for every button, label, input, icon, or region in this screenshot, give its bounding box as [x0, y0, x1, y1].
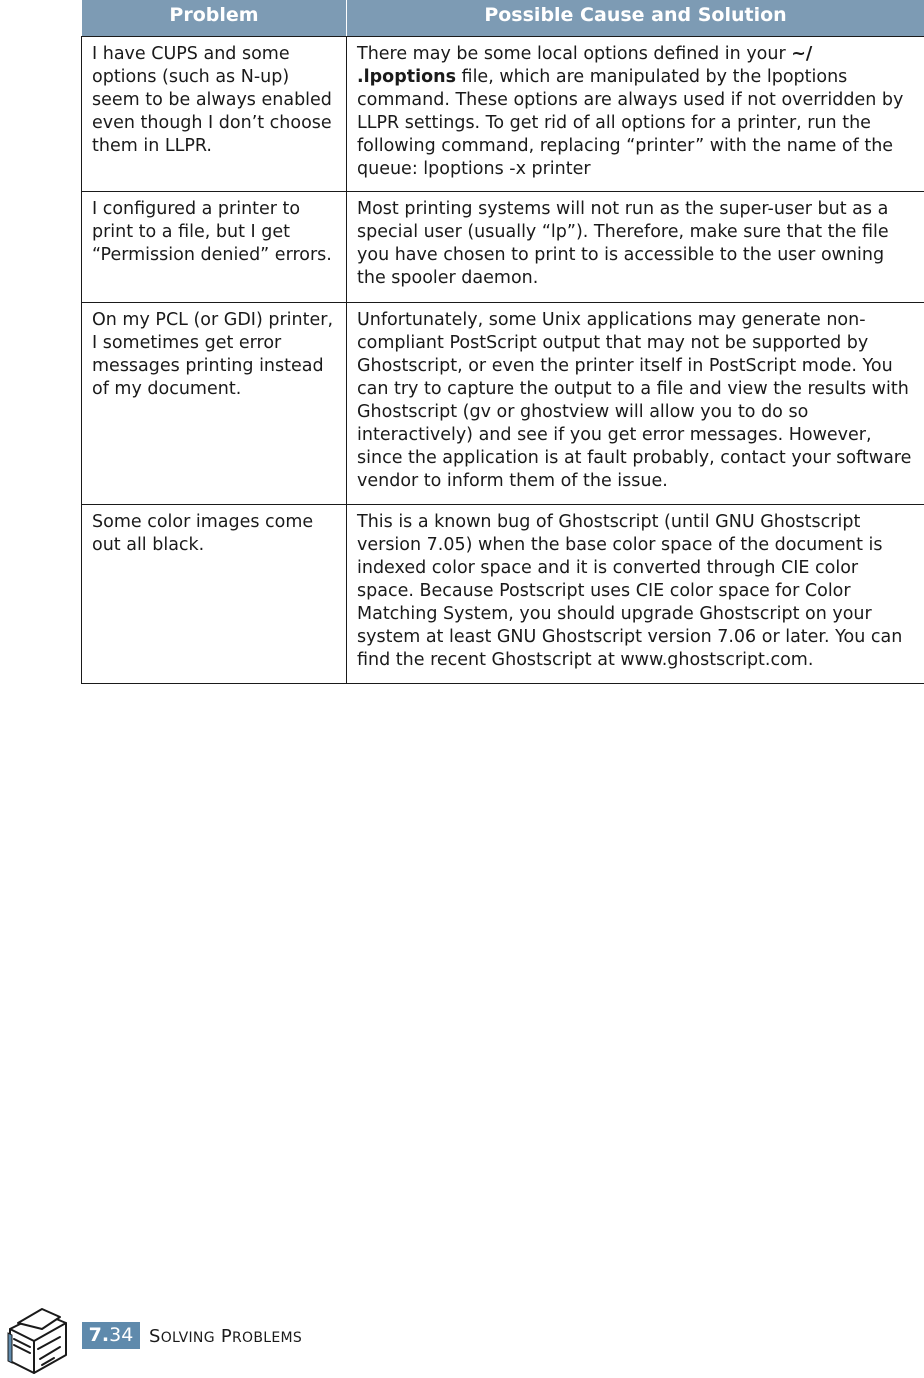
page-number-badge [82, 1322, 140, 1349]
section-initial-s: S [149, 1326, 161, 1347]
troubleshooting-table [81, 0, 924, 684]
problem-cell: Some color images come out all black. [82, 505, 347, 684]
header-solution: Possible Cause and Solution [347, 0, 924, 37]
section-initial-p: P [220, 1326, 233, 1347]
problem-cell: On my PCL (or GDI) printer, I sometimes get error messages printing instead of my document. [82, 303, 347, 505]
problem-cell: I configured a printer to print to a file, but I get “Permission denied” errors. [82, 192, 347, 303]
solution-cell: This is a known bug of Ghostscript (until GNU Ghostscript version 7.05) when the base color space of the document is indexed color space and it is converted through CIE color space. Because Postscript uses CIE color space for Color Matching System, you should upgrade Ghostscript on your system at least GNU Ghostscript version 7.06 or later. You can find the recent Ghostscript at www.ghostscript.com. [347, 505, 924, 684]
section-rest-roblems: ROBLEMS [232, 1330, 303, 1346]
table-row [82, 37, 924, 192]
header-problem: Problem [82, 0, 347, 37]
table-row [82, 303, 924, 505]
section-rest-olving: OLVING [160, 1330, 215, 1346]
page-footer [0, 1295, 924, 1378]
problem-cell: I have CUPS and some options (such as N-up) seem to be always enabled even though I don’t choose them in LLPR. [82, 37, 347, 192]
section-title [149, 1325, 302, 1350]
printer-icon [2, 1299, 72, 1377]
lpoptions-filename: ~/ .lpoptions [357, 44, 813, 87]
table-header-row [82, 0, 924, 37]
page-number: 34 [109, 1324, 134, 1346]
solution-text-pre: There may be some local options defined in your [357, 44, 792, 64]
solution-text-post: file, which are manipulated by the lpoptions command. These options are always used if not overridden by LLPR settings. To get rid of all options for a printer, run the following command, replacing “printer” with the name of the queue: lpoptions -x printer [357, 67, 904, 179]
chapter-number: 7. [88, 1324, 110, 1346]
solution-cell: Unfortunately, some Unix applications may generate non-compliant PostScript output that may not be supported by Ghostscript, or even the printer itself in PostScript mode. You can try to capture the output to a file and view the results with Ghostscript (gv or ghostview will allow you to do so interactively) and see if you get error messages. However, since the application is at fault probably, contact your software vendor to inform them of the issue. [347, 303, 924, 505]
table-row [82, 192, 924, 303]
solution-cell: Most printing systems will not run as the super-user but as a special user (usually “lp”). Therefore, make sure that the file you have chosen to print to is accessible to the user owning the spooler daemon. [347, 192, 924, 303]
table-row [82, 505, 924, 684]
solution-cell [347, 37, 924, 192]
